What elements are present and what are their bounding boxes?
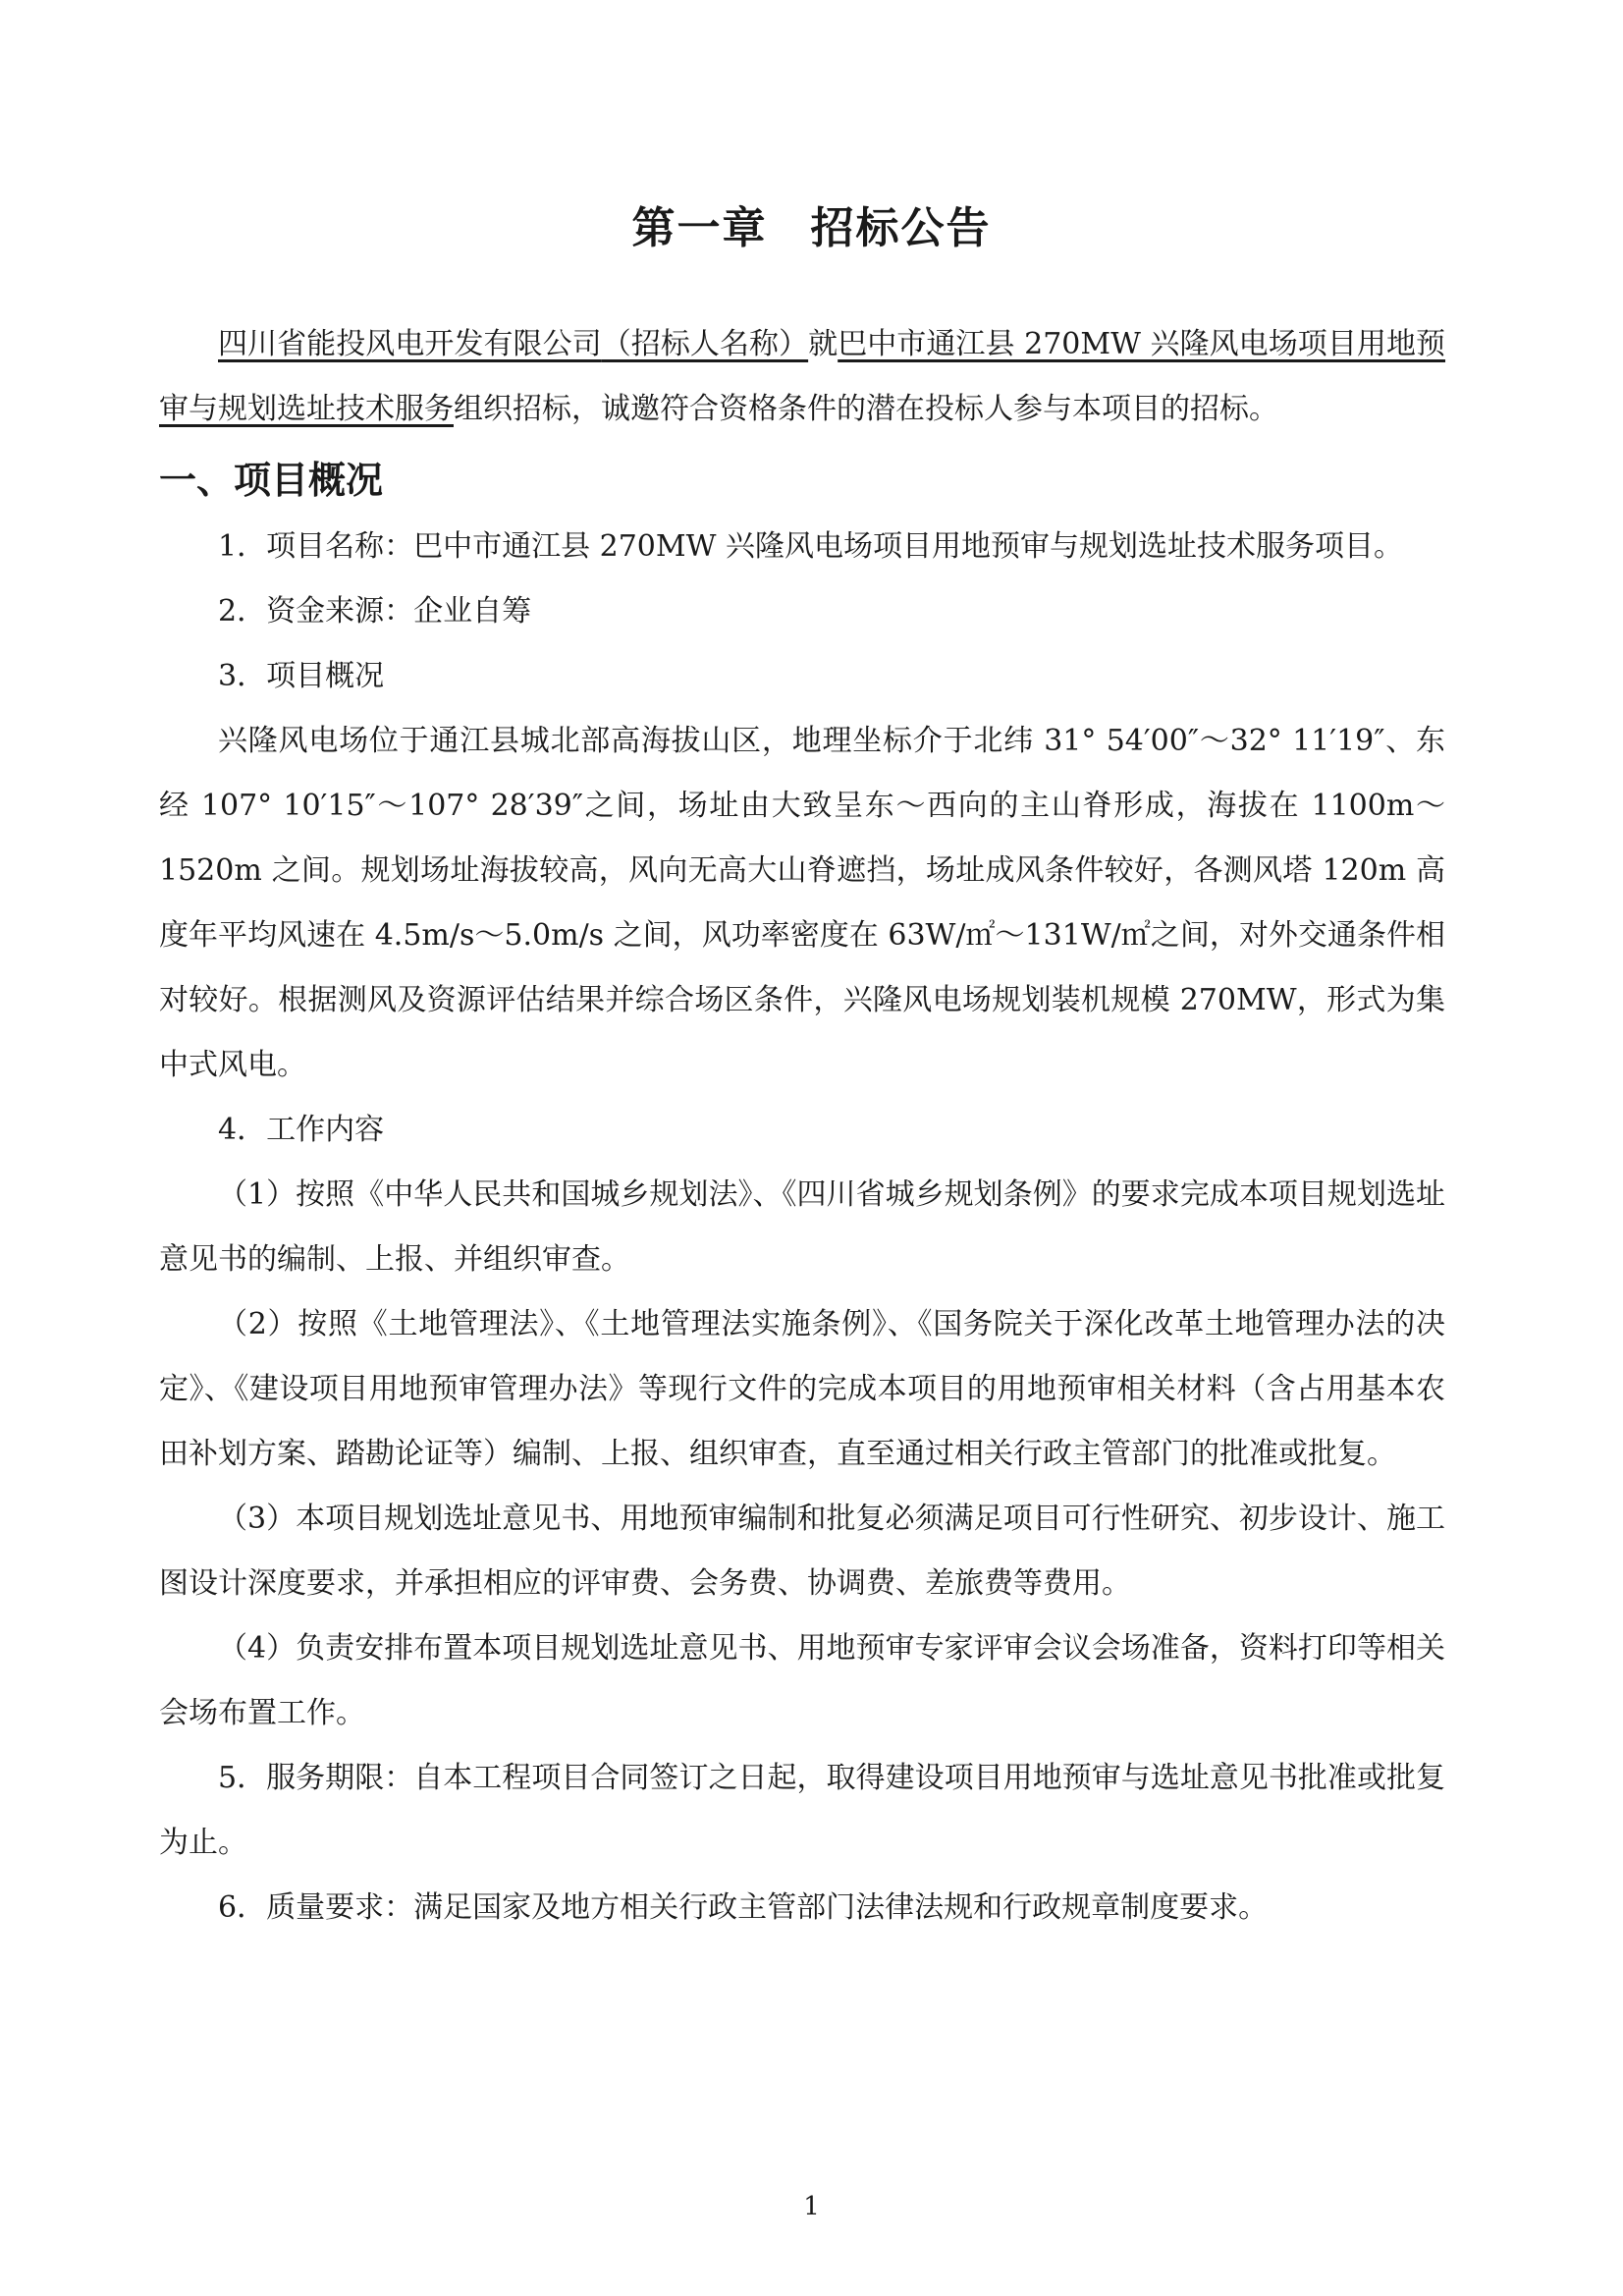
work-item-2: （2）按照《土地管理法》、《土地管理法实施条例》、《国务院关于深化改革土地管理办法的决定》、《建设项目用地预审管理办法》等现行文件的完成本项目的用地预审相关材料（含占用基本农田补划方案、踏勘论证等）编制、上报、组织审查，直至通过相关行政主管部门的批准或批复。 [159, 1307, 1445, 1471]
item-work-content: 4．工作内容 [218, 1113, 385, 1147]
page-number: 1 [803, 2192, 820, 2221]
intro-connector: 就 [808, 327, 839, 361]
intro-ending: 组织招标，诚邀符合资格条件的潜在投标人参与本项目的招标。 [454, 392, 1278, 426]
work-item-1: （1）按照《中华人民共和国城乡规划法》、《四川省城乡规划条例》的要求完成本项目规划选址意见书的编制、上报、并组织审查。 [159, 1177, 1445, 1277]
item-funding-source: 2．资金来源：企业自筹 [218, 594, 532, 629]
intro-paragraph [159, 312, 1445, 442]
document-body [159, 312, 1445, 1941]
item-project-overview: 3．项目概况 [218, 659, 385, 693]
work-item-3: （3）本项目规划选址意见书、用地预审编制和批复必须满足项目可行性研究、初步设计、施工图设计深度要求，并承担相应的评审费、会务费、协调费、差旅费等费用。 [159, 1502, 1445, 1601]
item-project-name: 1．项目名称：巴中市通江县 270MW 兴隆风电场项目用地预审与规划选址技术服务项目。 [218, 529, 1403, 564]
tenderer-note: （招标人名称） [601, 327, 809, 361]
chapter-title [0, 192, 1623, 255]
chapter-number: 第一章 [631, 203, 768, 253]
chapter-name: 招标公告 [810, 203, 992, 253]
work-item-4: （4）负责安排布置本项目规划选址意见书、用地预审专家评审会议会场准备，资料打印等相关会场布置工作。 [159, 1631, 1445, 1730]
overview-paragraph: 兴隆风电场位于通江县城北部高海拔山区，地理坐标介于北纬 31° 54′00″～32° 11′19″、东经 107° 10′15″～107° 28′39″之间，场址由大致呈东～西向的主山脊形成，海拔在 1100m～1520m 之间。规划场址海拔较高，风向无高大山脊遮挡，场址成风条件较好，各测风塔 120m 高度年平均风速在 4.5m/s～5.0m/s 之间，风功率密度在 63W/㎡～131W/㎡之间，对外交通条件相对较好。根据测风及资源评估结果并综合场区条件，兴隆风电场规划装机规模 270MW，形式为集中式风电。 [159, 724, 1445, 1082]
item-service-period: 5．服务期限：自本工程项目合同签订之日起，取得建设项目用地预审与选址意见书批准或批复为止。 [159, 1761, 1445, 1860]
project-name: 巴中市通江县 270MW 兴隆风电场项目用地预审与规划选址技术服务 [159, 327, 1446, 426]
section-heading-project-overview: 一、项目概况 [159, 459, 384, 502]
tenderer-name: 四川省能投风电开发有限公司 [218, 327, 602, 361]
item-quality-requirement: 6．质量要求：满足国家及地方相关行政主管部门法律法规和行政规章制度要求。 [218, 1890, 1269, 1925]
